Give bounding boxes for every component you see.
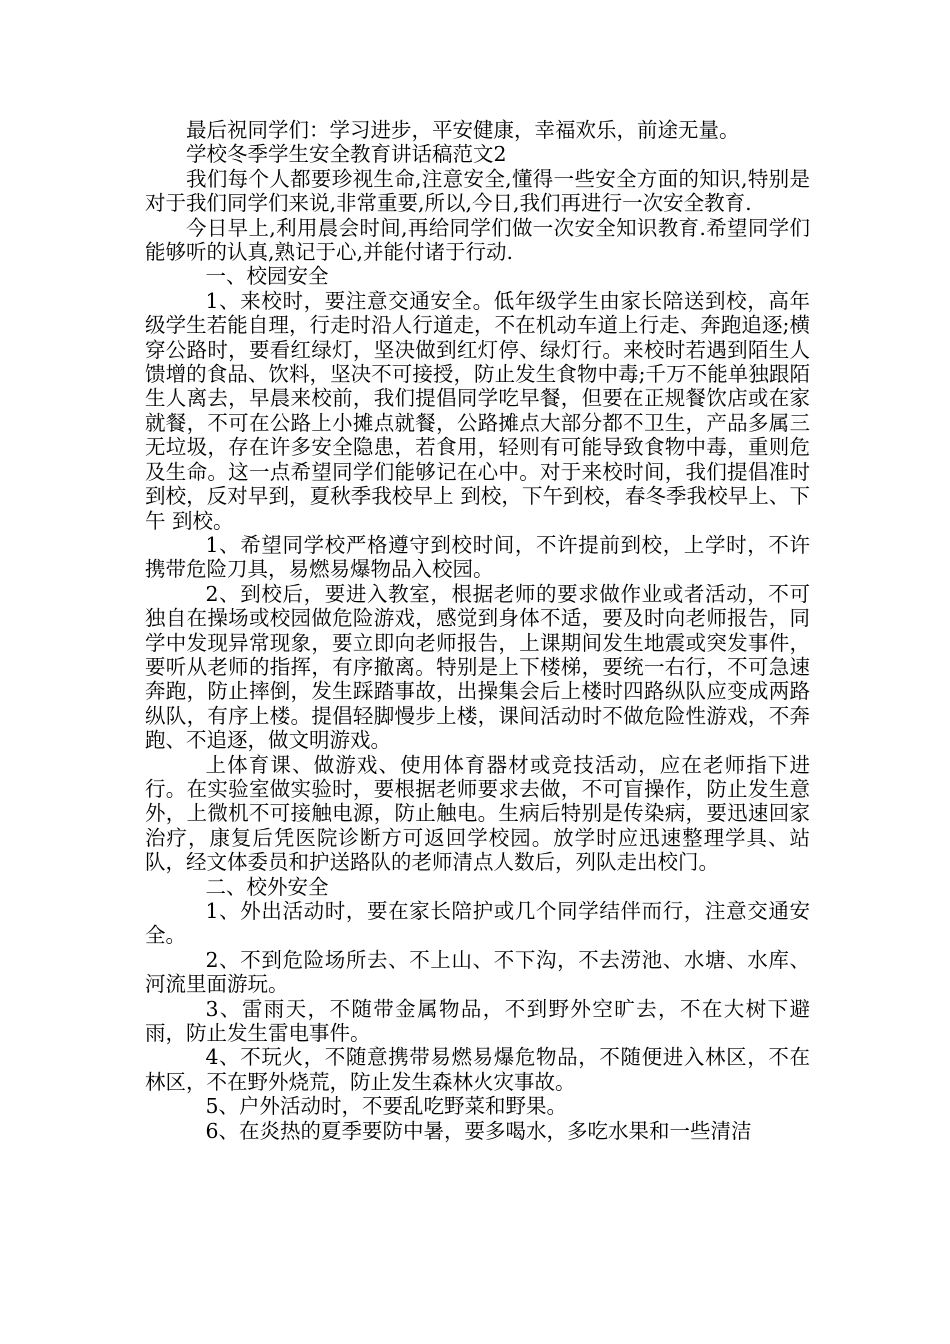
paragraph-wild-food: 5、户外活动时，不要乱吃野菜和野果。 [205, 1094, 568, 1119]
paragraph-fire-safety: 4、不玩火，不随意携带易燃易爆危物品，不随便进入林区，不在林区，不在野外烧荒，防止发生森林火灾事故。 [145, 1045, 810, 1094]
document-body [145, 118, 810, 1143]
closing-wishes: 最后祝同学们：学习进步，平安健康，幸福欢乐，前途无量。 [186, 118, 740, 142]
paragraph-pe-class: 上体育课、做游戏、使用体育器材或竞技活动，应在老师指下进行。在实验室做实验时，要根据老师要求去做，不可盲操作，防止发生意外，上微机不可接触电源，防止触电。生病后特别是传染病，要迅速回家治疗，康复后凭医院诊断方可返回学校园。放学时应迅速整理学具、站队，经文体委员和护送路队的老师清点人数后，列队走出校门。 [145, 752, 810, 875]
section-heading-campus-safety: 一、校园安全 [205, 264, 329, 289]
paragraph-coming-to-school: 1、来校时，要注意交通安全。低年级学生由家长陪送到校，高年级学生若能自理，行走时沿人行道走，不在机动车道上行走、奔跑追逐;横穿公路时，要看红绿灯，坚决做到红灯停、绿灯行。来校时若遇到陌生人馈增的食品、饮料，坚决不可接授，防止发生食物中毒;千万不能单独跟陌生人离去，早晨来校前，我们提倡同学吃早餐，但要在正规餐饮店或在家就餐，不可在公路上小摊点就餐，公路摊点大部分都不卫生，产品多属三无垃圾，存在许多安全隐患，若食用，轻则有可能导致食物中毒，重则危及生命。这一点希望同学们能够记在心中。对于来校时间，我们提倡准时到校，反对早到，夏秋季我校早上 到校，下午到校，春冬季我校早上、下午 到校。 [145, 288, 810, 533]
morning-meeting-paragraph: 今日早上,利用晨会时间,再给同学们做一次安全知识教育.希望同学们能够听的认真,熟记于心,并能付诸于行动. [145, 215, 810, 265]
paragraph-thunderstorm: 3、雷雨天，不随带金属物品，不到野外空旷去，不在大树下避雨，防止发生雷电事件。 [145, 996, 810, 1046]
paragraph-after-arrival: 2、到校后，要进入教室，根据老师的要求做作业或者活动，不可独自在操场或校园做危险游戏，感觉到身体不适，要及时向老师报告，同学中发现异常现象，要立即向老师报告，上课期间发生地震或突发事件，要听从老师的指挥，有序撤离。特别是上下楼梯，要统一右行，不可急速奔跑，防止摔倒，发生踩踏事故，出操集会后上楼时四路纵队应变成两路纵队，有序上楼。提倡轻脚慢步上楼，课间活动时不做危险性游戏，不奔跑、不追逐，做文明游戏。 [145, 581, 810, 753]
paragraph-dangerous-places: 2、不到危险场所去、不上山、不下沟，不去涝池、水塘、水库、河流里面游玩。 [145, 947, 810, 997]
paragraph-arrival-time: 1、希望同学校严格遵守到校时间，不许提前到校，上学时，不许携带危险刀具，易燃易爆物品入校园。 [145, 532, 810, 582]
paragraph-outdoor-activity: 1、外出活动时，要在家长陪护或几个同学结伴而行，注意交通安全。 [145, 899, 810, 948]
paragraph-heatstroke: 6、在炎热的夏季要防中暑，要多喝水，多吃水果和一些清洁 [205, 1118, 752, 1143]
article-title: 学校冬季学生安全教育讲话稿范文2 [186, 142, 507, 167]
section-heading-outside-safety: 二、校外安全 [205, 874, 329, 899]
intro-paragraph: 我们每个人都要珍视生命,注意安全,懂得一些安全方面的知识,特别是对于我们同学们来说,非常重要,所以,今日,我们再进行一次安全教育. [145, 166, 810, 216]
